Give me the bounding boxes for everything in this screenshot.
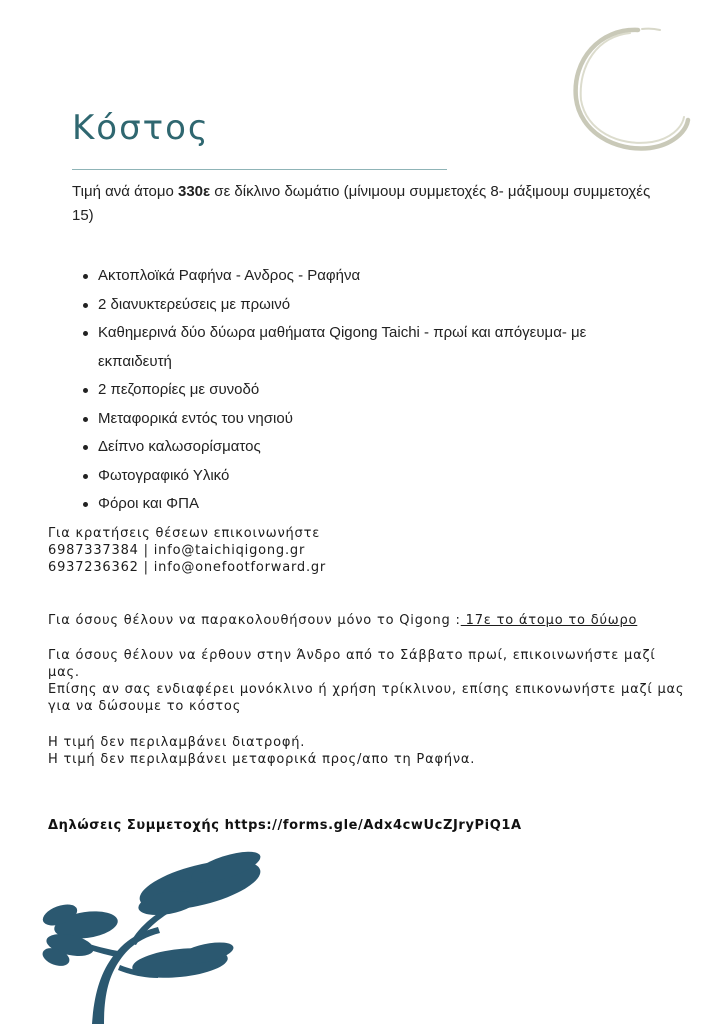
contact-intro: Για κρατήσεις θέσεων επικοινωνήστε [48,526,321,541]
list-item: Ακτοπλοϊκά Ραφήνα - Ανδρος - Ραφήνα [78,262,658,291]
brush-circle-decoration [560,20,695,160]
list-item: 2 πεζοπορίες με συνοδό [78,376,658,405]
page-title: Κόστος [72,108,210,148]
note-saturday: Για όσους θέλουν να έρθουν στην Άνδρο από το Σάββατο πρωί, επικοινωνήστε μαζί μας. [48,648,656,680]
list-item: Φωτογραφικό Υλικό [78,462,658,491]
qigong-only-text: Για όσους θέλουν να παρακολουθήσουν μόνο το Qigong : [48,613,461,628]
note-no-food: Η τιμή δεν περιλαμβάνει διατροφή. [48,735,306,750]
contact-block [48,525,688,576]
price-prefix: Τιμή ανά άτομο [72,183,178,200]
note-single-room: Επίσης αν σας ενδιαφέρει μονόκλινο ή χρήση τρίκλινου, επίσης επικονωνήστε μαζί μας για να δώσουμε το κόστος [48,682,685,714]
note-no-transport: Η τιμή δεν περιλαμβάνει μεταφορικά προς/απο τη Ραφήνα. [48,752,476,767]
registration-link[interactable]: Δηλώσεις Συμμετοχής https://forms.gle/Adx4cwUcZJryPiQ1A [48,818,522,833]
price-amount: 330ε [177,183,211,200]
exclusions [48,734,688,768]
list-item: Μεταφορικά εντός του νησιού [78,405,658,434]
price-description [72,180,652,228]
title-divider [72,169,447,170]
qigong-only-note [48,612,688,629]
extra-notes [48,647,688,715]
list-item: Φόροι και ΦΠΑ [78,490,658,519]
list-item: Δείπνο καλωσορίσματος [78,433,658,462]
qigong-only-price: 17ε το άτομο το δύωρο [460,613,638,628]
price-suffix: σε δίκλινο δωμάτιο (μίνιμουμ συμμετοχές 8- μάξιμουμ συμμετοχές 15) [72,183,651,224]
contact-line-1[interactable]: 6987337384 | info@taichiqigong.gr [48,543,306,558]
pine-tree-illustration [30,845,270,1024]
included-items-list [78,262,658,519]
list-item: 2 διανυκτερεύσεις με πρωινό [78,291,658,320]
contact-line-2[interactable]: 6937236362 | info@onefootforward.gr [48,560,327,575]
list-item: Καθημερινά δύο δύωρα μαθήματα Qigong Taichi - πρωί και απόγευμα- με εκπαιδευτή [78,319,658,376]
